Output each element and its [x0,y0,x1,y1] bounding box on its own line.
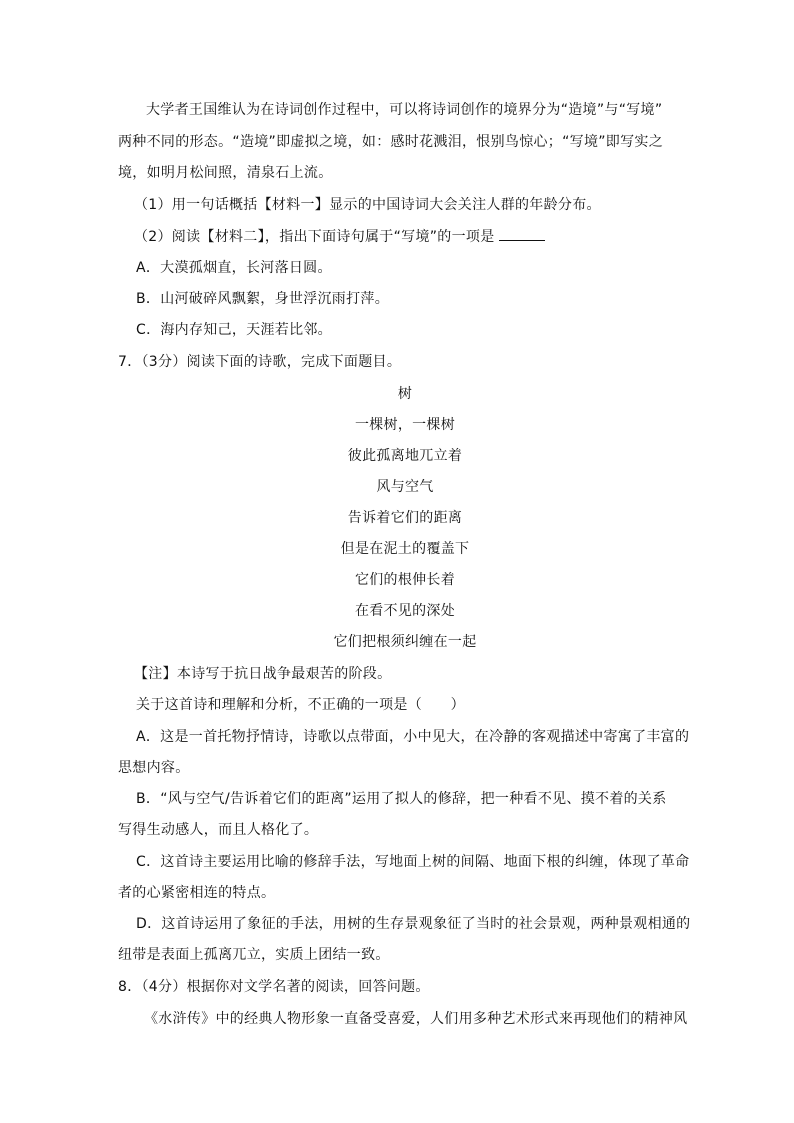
q7-question: 关于这首诗和理解和分析，不正确的一项是（ ） [136,697,465,713]
q7-option-b-line-2: 写得生动感人，而且人格化了。 [118,822,319,838]
q7-option-a-line-2: 思想内容。 [118,760,190,776]
intro-line-2: 两种不同的形态。“造境”即虚拟之境，如：感时花溅泪，恨别鸟惊心；“写境”即写实之 [118,134,664,150]
poem-line-4: 告诉着它们的距离 [347,510,463,526]
q6-sub1: （1）用一句话概括【材料一】显示的中国诗词大会关注人群的年龄分布。 [134,197,601,213]
q6-option-a: A．大漠孤烟直，长河落日圆。 [136,260,332,276]
q7-option-d-line-1: D．这首诗运用了象征的手法，用树的生存景观象征了当时的社会景观，两种景观相通的 [136,916,691,932]
answer-blank[interactable] [499,228,545,241]
q6-sub2-text: （2）阅读【材料二】，指出下面诗句属于“写境”的一项是 [134,229,495,245]
poem-title: 树 [397,386,413,402]
q6-option-c: C．海内存知己，天涯若比邻。 [136,322,332,338]
poem-line-7: 在看不见的深处 [354,603,456,619]
intro-line-3: 境，如明月松间照，清泉石上流。 [118,165,333,181]
poem-line-6: 它们的根伸长着 [354,572,456,588]
q7-option-d-line-2: 纽带是表面上孤离兀立，实质上团结一致。 [118,947,390,963]
poem-line-8: 它们把根须纠缠在一起 [333,634,477,650]
q7-option-a-line-1: A．这是一首托物抒情诗，诗歌以点带面，小中见大，在冷静的客观描述中寄寓了丰富的 [136,729,690,745]
poem-line-1: 一棵树，一棵树 [354,417,456,433]
q7-option-c-line-2: 者的心紧密相连的特点。 [118,885,276,901]
poem-note: 【注】本诗写于抗日战争最艰苦的阶段。 [134,666,392,682]
q6-option-b: B．山河破碎风飘絮，身世浮沉雨打萍。 [136,291,390,307]
q8-line-1: 《水浒传》中的经典人物形象一直备受喜爱，人们用多种艺术形式来再现他们的精神风 [144,1011,688,1027]
poem-line-2: 彼此孤离地兀立着 [347,448,463,464]
intro-line-1: 大学者王国维认为在诗词创作过程中，可以将诗词创作的境界分为“造境”与“写境” [146,102,663,118]
q7-stem: 7．（3分）阅读下面的诗歌，完成下面题目。 [118,354,402,370]
poem-line-5: 但是在泥土的覆盖下 [340,541,470,557]
poem-line-3: 风与空气 [376,479,434,495]
q7-option-b-line-1: B．“风与空气/告诉着它们的距离”运用了拟人的修辞，把一种看不见、摸不着的关系 [136,791,667,807]
q6-sub2 [134,227,694,247]
q8-stem: 8．（4分）根据你对文学名著的阅读，回答问题。 [118,979,430,995]
q7-option-c-line-1: C．这首诗主要运用比喻的修辞手法，写地面上树的间隔、地面下根的纠缠，体现了革命 [136,854,690,870]
